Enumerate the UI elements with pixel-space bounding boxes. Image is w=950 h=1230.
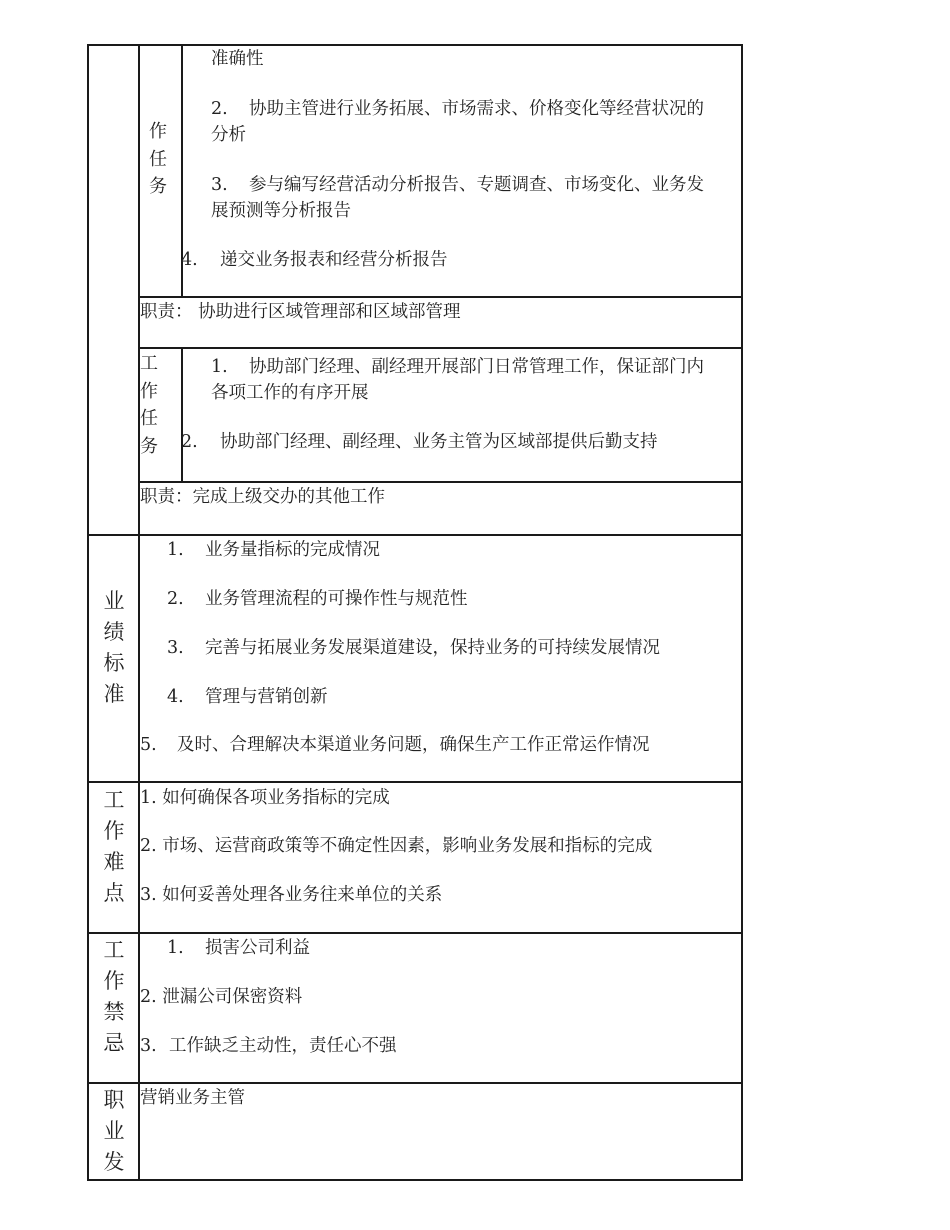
task-line	[211, 96, 704, 122]
taboos-label: 工作禁忌	[103, 938, 125, 1055]
career-label: 职业发	[103, 1088, 125, 1174]
list-item	[167, 635, 660, 661]
row-line	[87, 932, 743, 934]
list-number: 2.	[167, 589, 184, 609]
task-line: 准确性	[211, 49, 264, 69]
task-side-label-2: 工作任务	[140, 353, 158, 457]
list-number: 3.	[167, 638, 184, 658]
list-item	[140, 732, 650, 758]
table-border-left	[87, 44, 89, 1181]
task-side-label-1: 作任务	[149, 121, 167, 197]
task-line	[181, 429, 658, 455]
list-item: 2. 泄漏公司保密资料	[140, 987, 303, 1007]
column-divider	[138, 44, 140, 1181]
subcolumn-divider-2	[181, 347, 183, 482]
table-border-bottom	[87, 1179, 743, 1181]
item-text: 工作缺乏主动性，责任心不强	[169, 1036, 397, 1056]
list-number: 2.	[181, 432, 198, 452]
task-text: 参与编写经营活动分析报告、专题调查、市场变化、业务发	[249, 175, 704, 195]
row-line	[138, 296, 743, 298]
performance-label: 业绩标准	[103, 589, 125, 706]
list-item	[140, 1033, 397, 1059]
list-number: 4.	[167, 687, 184, 707]
task-line	[181, 247, 448, 273]
duty-line: 职责：完成上级交办的其他工作	[140, 487, 385, 507]
item-text: 管理与营销创新	[205, 687, 328, 707]
list-number: 1.	[167, 540, 184, 560]
list-number: 2.	[211, 99, 228, 119]
row-line	[138, 347, 743, 349]
list-item	[167, 935, 310, 961]
difficulties-label: 工作难点	[103, 788, 125, 905]
list-number: 4.	[181, 250, 198, 270]
task-line: 展预测等分析报告	[211, 201, 351, 221]
row-line	[87, 534, 743, 536]
list-item: 2. 市场、运营商政策等不确定性因素，影响业务发展和指标的完成	[140, 836, 653, 856]
career-text: 营销业务主管	[140, 1088, 245, 1108]
task-text: 协助部门经理、副经理开展部门日常管理工作，保证部门内	[249, 357, 704, 377]
table-border-top	[87, 44, 743, 46]
task-text: 协助主管进行业务拓展、市场需求、价格变化等经营状况的	[249, 99, 704, 119]
list-item	[167, 537, 380, 563]
row-line	[87, 781, 743, 783]
task-line	[211, 172, 704, 198]
duty-line: 职责： 协助进行区域管理部和区域部管理	[140, 302, 461, 322]
list-item	[167, 586, 468, 612]
table-border-right	[741, 44, 743, 1181]
item-text: 业务管理流程的可操作性与规范性	[205, 589, 468, 609]
row-line	[138, 481, 743, 483]
task-text: 协助部门经理、副经理、业务主管为区域部提供后勤支持	[220, 432, 658, 452]
list-number: 3.	[211, 175, 228, 195]
task-text: 递交业务报表和经营分析报告	[220, 250, 448, 270]
item-text: 损害公司利益	[205, 938, 310, 958]
list-item: 1. 如何确保各项业务指标的完成	[140, 788, 390, 808]
list-item: 3. 如何妥善处理各业务往来单位的关系	[140, 885, 443, 905]
list-number: 1.	[211, 357, 228, 377]
item-text: 完善与拓展业务发展渠道建设，保持业务的可持续发展情况	[205, 638, 660, 658]
list-number: 1.	[167, 938, 184, 958]
task-line: 分析	[211, 125, 246, 145]
item-text: 及时、合理解决本渠道业务问题，确保生产工作正常运作情况	[177, 735, 650, 755]
list-number: 5.	[140, 735, 157, 755]
item-text: 业务量指标的完成情况	[205, 540, 380, 560]
task-line: 各项工作的有序开展	[211, 383, 369, 403]
list-item	[167, 684, 328, 710]
task-line	[211, 354, 704, 380]
list-number: 3.	[140, 1036, 157, 1056]
row-line	[87, 1082, 743, 1084]
